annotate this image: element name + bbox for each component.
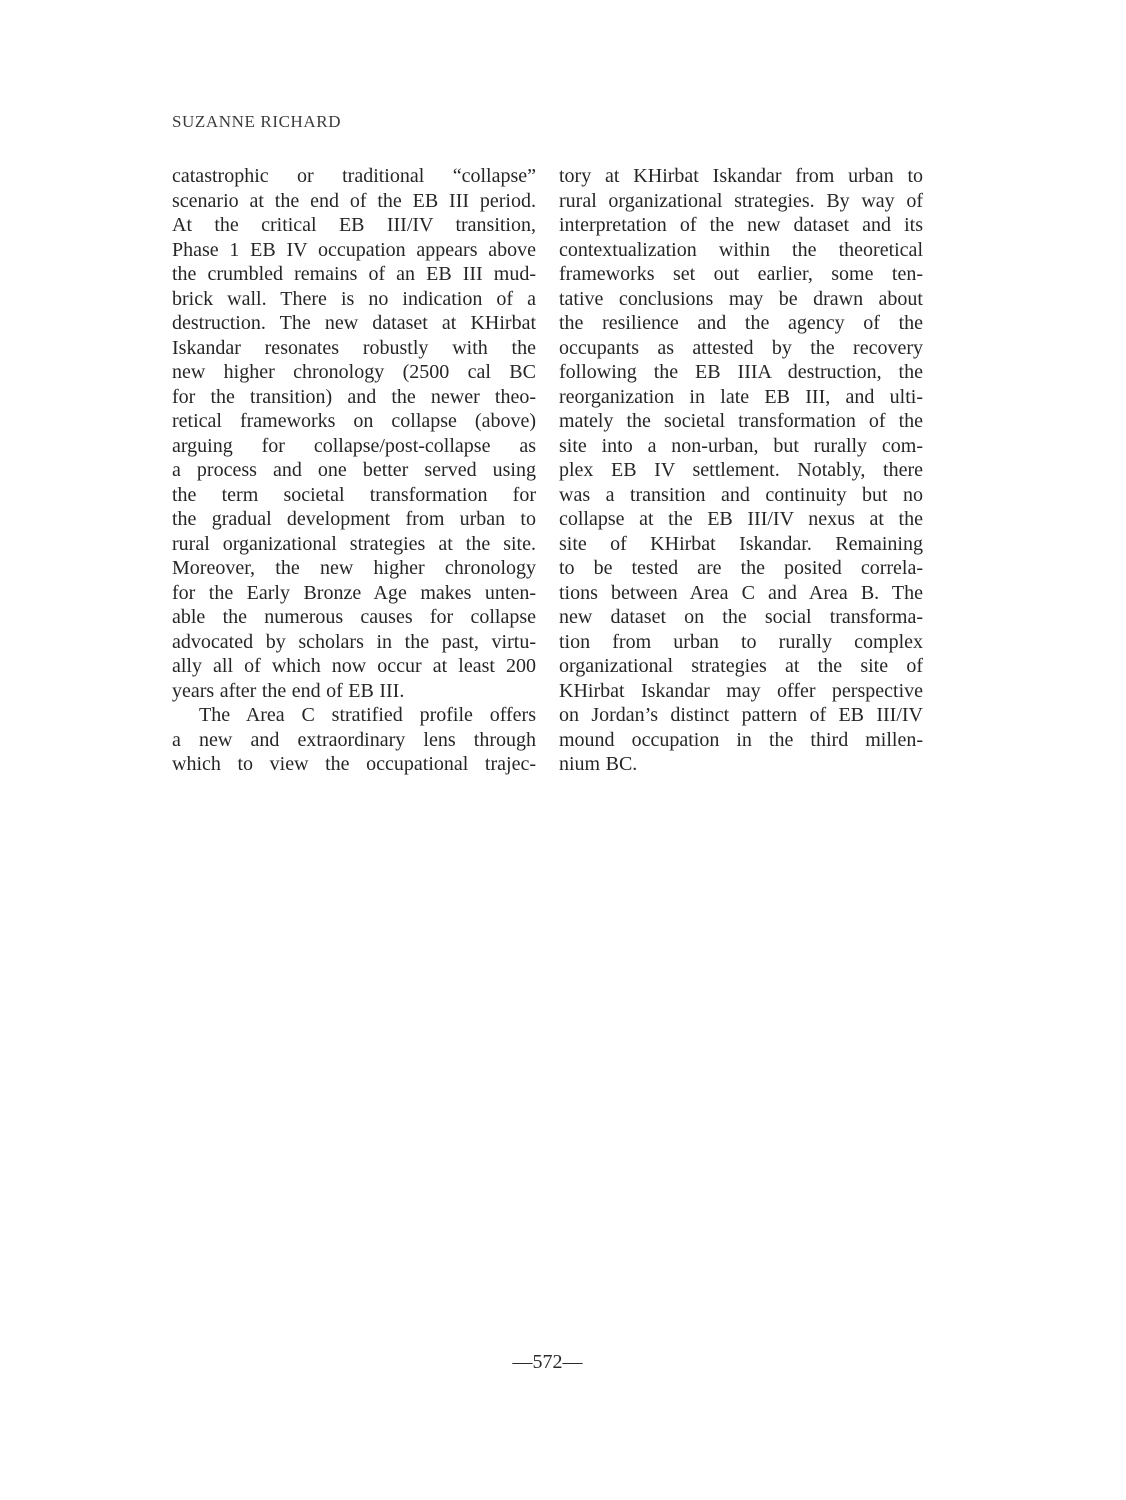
- text-line: which to view the occupational trajec-: [172, 753, 536, 775]
- text-line: frameworks set out earlier, some ten-: [559, 263, 923, 285]
- text-line: tions between Area C and Area B. The: [559, 581, 923, 604]
- left-column: [172, 164, 536, 777]
- text-line: occupants as attested by the recovery: [559, 336, 923, 359]
- text-line: retical frameworks on collapse (above): [172, 410, 536, 432]
- text-line: site of KHirbat Iskandar. Remaining: [559, 532, 923, 555]
- text-line: tion from urban to rurally complex: [559, 630, 923, 653]
- text-columns: [172, 164, 923, 777]
- text-line: nium BC.: [559, 753, 638, 775]
- text-line: reorganization in late EB III, and ulti-: [559, 385, 923, 408]
- text-line: site into a non-urban, but rurally com-: [559, 434, 923, 457]
- right-column: [559, 164, 923, 777]
- text-line: At the critical EB III/IV transition,: [172, 214, 536, 236]
- text-line: destruction. The new dataset at KHirbat: [172, 312, 536, 334]
- text-line: rural organizational strategies. By way of: [559, 189, 923, 212]
- text-line: mound occupation in the third millen-: [559, 728, 923, 751]
- text-line: Phase 1 EB IV occupation appears above: [172, 238, 536, 261]
- text-line: ally all of which now occur at least 200: [172, 655, 536, 677]
- text-line: contextualization within the theoretical: [559, 238, 923, 261]
- text-line: able the numerous causes for collapse: [172, 606, 536, 628]
- text-line: catastrophic or traditional “collapse”: [172, 165, 536, 187]
- text-line: plex EB IV settlement. Notably, there: [559, 459, 923, 481]
- text-line: new dataset on the social transforma-: [559, 606, 923, 628]
- text-line: for the Early Bronze Age makes unten-: [172, 581, 536, 604]
- text-line: was a transition and continuity but no: [559, 483, 923, 506]
- text-line: arguing for collapse/post-collapse as: [172, 434, 536, 457]
- text-line: tative conclusions may be drawn about: [559, 287, 923, 310]
- text-line: tory at KHirbat Iskandar from urban to: [559, 165, 923, 187]
- text-line: for the transition) and the newer theo-: [172, 385, 536, 408]
- text-line: KHirbat Iskandar may offer perspective: [559, 679, 923, 702]
- text-line: interpretation of the new dataset and its: [559, 214, 923, 236]
- text-line: collapse at the EB III/IV nexus at the: [559, 508, 923, 530]
- text-line: organizational strategies at the site of: [559, 655, 923, 677]
- running-header: SUZANNE RICHARD: [172, 112, 342, 131]
- text-line: brick wall. There is no indication of a: [172, 287, 536, 310]
- text-line: following the EB IIIA destruction, the: [559, 361, 923, 383]
- text-line: advocated by scholars in the past, virtu-: [172, 630, 536, 653]
- text-line: mately the societal transformation of the: [559, 410, 923, 432]
- text-line: on Jordan’s distinct pattern of EB III/IV: [559, 704, 923, 726]
- text-line: the term societal transformation for: [172, 483, 536, 506]
- text-line: a new and extraordinary lens through: [172, 728, 536, 751]
- text-line: rural organizational strategies at the site.: [172, 532, 536, 555]
- text-line: The Area C stratified profile offers: [199, 704, 536, 726]
- text-line: Moreover, the new higher chronology: [172, 557, 536, 579]
- text-line: scenario at the end of the EB III period.: [172, 189, 536, 212]
- text-line: the gradual development from urban to: [172, 508, 536, 530]
- text-line: new higher chronology (2500 cal BC: [172, 361, 536, 383]
- text-line: the crumbled remains of an EB III mud-: [172, 263, 536, 285]
- text-line: a process and one better served using: [172, 459, 536, 481]
- text-line: years after the end of EB III.: [172, 679, 405, 702]
- text-line: Iskandar resonates robustly with the: [172, 336, 536, 359]
- text-line: to be tested are the posited correla-: [559, 557, 923, 579]
- page-number: —572—: [512, 1351, 583, 1373]
- text-line: the resilience and the agency of the: [559, 312, 923, 334]
